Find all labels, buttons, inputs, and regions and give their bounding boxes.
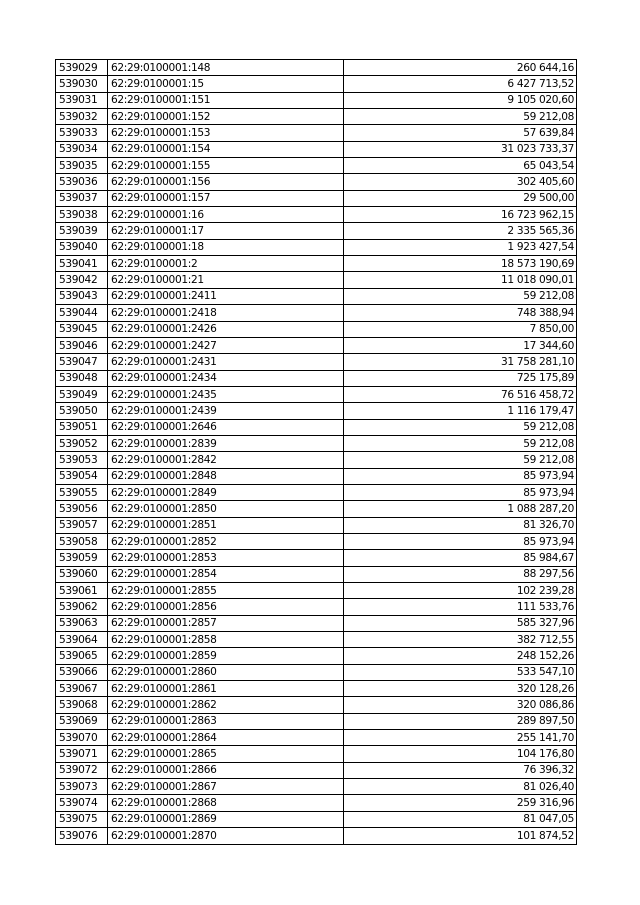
row-number-cell: 539046: [56, 337, 108, 353]
cadastral-number-cell: 62:29:0100001:2864: [108, 730, 344, 746]
cadastral-number-cell: 62:29:0100001:2646: [108, 419, 344, 435]
cadastral-value-cell: 85 973,94: [344, 484, 577, 500]
table-row: [56, 288, 577, 304]
cadastral-number-cell: 62:29:0100001:2863: [108, 713, 344, 729]
row-number-cell: 539067: [56, 681, 108, 697]
table-row: [56, 664, 577, 680]
table-row: [56, 305, 577, 321]
row-number-cell: 539065: [56, 648, 108, 664]
cadastral-value-cell: 31 758 281,10: [344, 354, 577, 370]
cadastral-number-cell: 62:29:0100001:15: [108, 76, 344, 92]
cadastral-number-cell: 62:29:0100001:2431: [108, 354, 344, 370]
table-row: [56, 697, 577, 713]
cadastral-number-cell: 62:29:0100001:154: [108, 141, 344, 157]
cadastral-value-cell: 65 043,54: [344, 158, 577, 174]
cadastral-value-cell: 1 923 427,54: [344, 239, 577, 255]
cadastral-number-cell: 62:29:0100001:2860: [108, 664, 344, 680]
row-number-cell: 539037: [56, 190, 108, 206]
cadastral-number-cell: 62:29:0100001:2: [108, 256, 344, 272]
row-number-cell: 539055: [56, 484, 108, 500]
cadastral-number-cell: 62:29:0100001:2418: [108, 305, 344, 321]
cadastral-value-cell: 85 984,67: [344, 550, 577, 566]
cadastral-value-cell: 7 850,00: [344, 321, 577, 337]
cadastral-value-cell: 18 573 190,69: [344, 256, 577, 272]
table-row: [56, 468, 577, 484]
row-number-cell: 539058: [56, 533, 108, 549]
row-number-cell: 539051: [56, 419, 108, 435]
table-row: [56, 583, 577, 599]
cadastral-value-cell: 81 326,70: [344, 517, 577, 533]
cadastral-number-cell: 62:29:0100001:2411: [108, 288, 344, 304]
row-number-cell: 539057: [56, 517, 108, 533]
cadastral-number-cell: 62:29:0100001:2858: [108, 632, 344, 648]
row-number-cell: 539032: [56, 109, 108, 125]
table-row: [56, 272, 577, 288]
row-number-cell: 539054: [56, 468, 108, 484]
row-number-cell: 539060: [56, 566, 108, 582]
cadastral-value-cell: 585 327,96: [344, 615, 577, 631]
table-row: [56, 484, 577, 500]
table-row: [56, 713, 577, 729]
cadastral-number-cell: 62:29:0100001:2850: [108, 501, 344, 517]
row-number-cell: 539063: [56, 615, 108, 631]
cadastral-value-cell: 748 388,94: [344, 305, 577, 321]
row-number-cell: 539062: [56, 599, 108, 615]
row-number-cell: 539031: [56, 92, 108, 108]
table-row: [56, 223, 577, 239]
cadastral-value-cell: 81 026,40: [344, 779, 577, 795]
row-number-cell: 539040: [56, 239, 108, 255]
row-number-cell: 539043: [56, 288, 108, 304]
cadastral-value-cell: 59 212,08: [344, 452, 577, 468]
cadastral-value-cell: 31 023 733,37: [344, 141, 577, 157]
table-row: [56, 419, 577, 435]
row-number-cell: 539033: [56, 125, 108, 141]
cadastral-number-cell: 62:29:0100001:21: [108, 272, 344, 288]
cadastral-number-cell: 62:29:0100001:16: [108, 207, 344, 223]
row-number-cell: 539041: [56, 256, 108, 272]
table-row: [56, 207, 577, 223]
row-number-cell: 539064: [56, 632, 108, 648]
table-row: [56, 746, 577, 762]
cadastral-value-cell: 85 973,94: [344, 468, 577, 484]
table-row: [56, 795, 577, 811]
cadastral-value-cell: 9 105 020,60: [344, 92, 577, 108]
cadastral-number-cell: 62:29:0100001:148: [108, 60, 344, 76]
table-row: [56, 811, 577, 827]
cadastral-value-cell: 59 212,08: [344, 419, 577, 435]
table-row: [56, 632, 577, 648]
row-number-cell: 539049: [56, 386, 108, 402]
cadastral-value-cell: 533 547,10: [344, 664, 577, 680]
table-row: [56, 174, 577, 190]
table-row: [56, 762, 577, 778]
table-row: [56, 501, 577, 517]
row-number-cell: 539061: [56, 583, 108, 599]
table-row: [56, 403, 577, 419]
row-number-cell: 539042: [56, 272, 108, 288]
cadastral-number-cell: 62:29:0100001:2849: [108, 484, 344, 500]
cadastral-number-cell: 62:29:0100001:2866: [108, 762, 344, 778]
table-body: [56, 60, 577, 845]
cadastral-number-cell: 62:29:0100001:2868: [108, 795, 344, 811]
cadastral-number-cell: 62:29:0100001:2870: [108, 828, 344, 844]
cadastral-number-cell: 62:29:0100001:2426: [108, 321, 344, 337]
cadastral-number-cell: 62:29:0100001:2854: [108, 566, 344, 582]
cadastral-number-cell: 62:29:0100001:156: [108, 174, 344, 190]
table-row: [56, 386, 577, 402]
cadastral-value-cell: 259 316,96: [344, 795, 577, 811]
cadastral-number-cell: 62:29:0100001:2856: [108, 599, 344, 615]
row-number-cell: 539068: [56, 697, 108, 713]
row-number-cell: 539047: [56, 354, 108, 370]
cadastral-value-cell: 104 176,80: [344, 746, 577, 762]
cadastral-value-cell: 111 533,76: [344, 599, 577, 615]
table-row: [56, 517, 577, 533]
cadastral-value-cell: 57 639,84: [344, 125, 577, 141]
table-row: [56, 354, 577, 370]
table-row: [56, 599, 577, 615]
row-number-cell: 539075: [56, 811, 108, 827]
row-number-cell: 539029: [56, 60, 108, 76]
cadastral-value-cell: 59 212,08: [344, 109, 577, 125]
cadastral-number-cell: 62:29:0100001:2869: [108, 811, 344, 827]
row-number-cell: 539039: [56, 223, 108, 239]
table-row: [56, 321, 577, 337]
table-row: [56, 648, 577, 664]
cadastral-value-cell: 320 128,26: [344, 681, 577, 697]
table-row: [56, 779, 577, 795]
cadastral-number-cell: 62:29:0100001:157: [108, 190, 344, 206]
cadastral-value-cell: 1 088 287,20: [344, 501, 577, 517]
table-row: [56, 337, 577, 353]
cadastral-value-cell: 302 405,60: [344, 174, 577, 190]
row-number-cell: 539070: [56, 730, 108, 746]
table-row: [56, 109, 577, 125]
cadastral-number-cell: 62:29:0100001:151: [108, 92, 344, 108]
table-row: [56, 435, 577, 451]
cadastral-number-cell: 62:29:0100001:2852: [108, 533, 344, 549]
table-row: [56, 125, 577, 141]
cadastral-number-cell: 62:29:0100001:17: [108, 223, 344, 239]
table-row: [56, 141, 577, 157]
cadastral-number-cell: 62:29:0100001:18: [108, 239, 344, 255]
cadastral-value-cell: 59 212,08: [344, 288, 577, 304]
cadastral-number-cell: 62:29:0100001:2848: [108, 468, 344, 484]
row-number-cell: 539076: [56, 828, 108, 844]
table-row: [56, 566, 577, 582]
cadastral-value-cell: 2 335 565,36: [344, 223, 577, 239]
cadastral-number-cell: 62:29:0100001:2853: [108, 550, 344, 566]
row-number-cell: 539066: [56, 664, 108, 680]
row-number-cell: 539045: [56, 321, 108, 337]
cadastral-value-cell: 255 141,70: [344, 730, 577, 746]
cadastral-value-cell: 289 897,50: [344, 713, 577, 729]
cadastral-number-cell: 62:29:0100001:2867: [108, 779, 344, 795]
cadastral-number-cell: 62:29:0100001:2839: [108, 435, 344, 451]
cadastral-value-cell: 6 427 713,52: [344, 76, 577, 92]
table-row: [56, 615, 577, 631]
table-row: [56, 158, 577, 174]
cadastral-number-cell: 62:29:0100001:2435: [108, 386, 344, 402]
table-row: [56, 370, 577, 386]
row-number-cell: 539035: [56, 158, 108, 174]
table-row: [56, 239, 577, 255]
row-number-cell: 539030: [56, 76, 108, 92]
cadastral-value-cell: 76 396,32: [344, 762, 577, 778]
table-row: [56, 452, 577, 468]
table-row: [56, 730, 577, 746]
row-number-cell: 539034: [56, 141, 108, 157]
cadastral-number-cell: 62:29:0100001:153: [108, 125, 344, 141]
cadastral-number-cell: 62:29:0100001:2434: [108, 370, 344, 386]
row-number-cell: 539038: [56, 207, 108, 223]
cadastral-value-cell: 101 874,52: [344, 828, 577, 844]
table-row: [56, 92, 577, 108]
cadastral-value-cell: 81 047,05: [344, 811, 577, 827]
row-number-cell: 539073: [56, 779, 108, 795]
row-number-cell: 539052: [56, 435, 108, 451]
row-number-cell: 539071: [56, 746, 108, 762]
cadastral-value-cell: 59 212,08: [344, 435, 577, 451]
cadastral-value-cell: 88 297,56: [344, 566, 577, 582]
cadastral-number-cell: 62:29:0100001:152: [108, 109, 344, 125]
cadastral-value-cell: 382 712,55: [344, 632, 577, 648]
table-row: [56, 256, 577, 272]
cadastral-number-cell: 62:29:0100001:155: [108, 158, 344, 174]
cadastral-value-cell: 16 723 962,15: [344, 207, 577, 223]
cadastral-value-cell: 17 344,60: [344, 337, 577, 353]
row-number-cell: 539059: [56, 550, 108, 566]
cadastral-number-cell: 62:29:0100001:2862: [108, 697, 344, 713]
cadastral-number-cell: 62:29:0100001:2857: [108, 615, 344, 631]
table-row: [56, 828, 577, 844]
cadastral-value-cell: 11 018 090,01: [344, 272, 577, 288]
cadastral-value-cell: 85 973,94: [344, 533, 577, 549]
cadastral-number-cell: 62:29:0100001:2865: [108, 746, 344, 762]
cadastral-number-cell: 62:29:0100001:2859: [108, 648, 344, 664]
table-row: [56, 60, 577, 76]
cadastral-value-cell: 260 644,16: [344, 60, 577, 76]
row-number-cell: 539074: [56, 795, 108, 811]
row-number-cell: 539072: [56, 762, 108, 778]
cadastral-number-cell: 62:29:0100001:2842: [108, 452, 344, 468]
cadastral-value-cell: 102 239,28: [344, 583, 577, 599]
row-number-cell: 539056: [56, 501, 108, 517]
row-number-cell: 539069: [56, 713, 108, 729]
row-number-cell: 539053: [56, 452, 108, 468]
row-number-cell: 539050: [56, 403, 108, 419]
cadastral-value-cell: 725 175,89: [344, 370, 577, 386]
cadastral-value-table: [55, 59, 577, 845]
table-row: [56, 681, 577, 697]
cadastral-number-cell: 62:29:0100001:2439: [108, 403, 344, 419]
cadastral-number-cell: 62:29:0100001:2427: [108, 337, 344, 353]
cadastral-number-cell: 62:29:0100001:2855: [108, 583, 344, 599]
cadastral-number-cell: 62:29:0100001:2851: [108, 517, 344, 533]
cadastral-value-cell: 320 086,86: [344, 697, 577, 713]
cadastral-value-cell: 76 516 458,72: [344, 386, 577, 402]
cadastral-value-cell: 29 500,00: [344, 190, 577, 206]
table-row: [56, 190, 577, 206]
cadastral-value-cell: 1 116 179,47: [344, 403, 577, 419]
cadastral-number-cell: 62:29:0100001:2861: [108, 681, 344, 697]
table-row: [56, 550, 577, 566]
row-number-cell: 539048: [56, 370, 108, 386]
row-number-cell: 539044: [56, 305, 108, 321]
row-number-cell: 539036: [56, 174, 108, 190]
table-row: [56, 76, 577, 92]
table-row: [56, 533, 577, 549]
cadastral-value-cell: 248 152,26: [344, 648, 577, 664]
